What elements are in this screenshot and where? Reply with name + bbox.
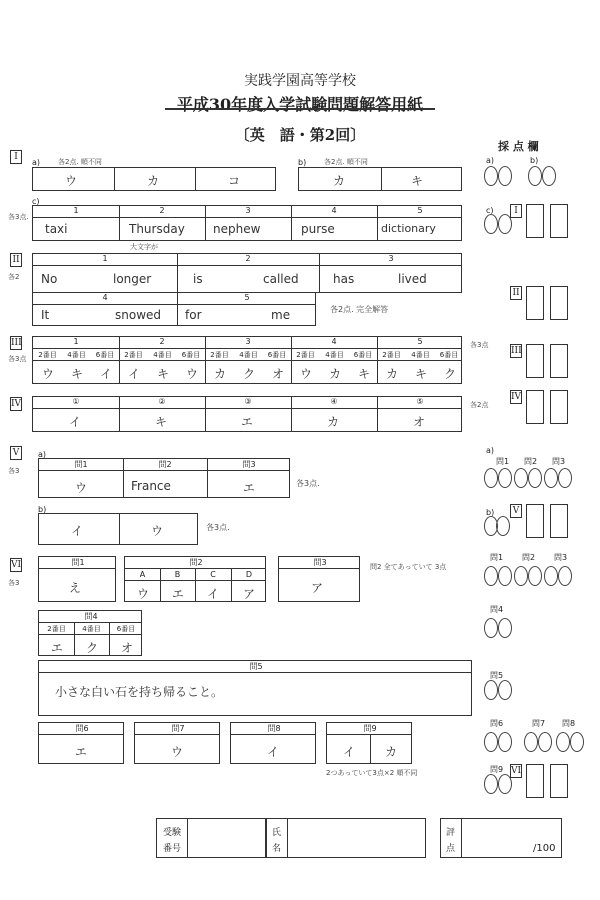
score-v-b-label: b) xyxy=(486,508,495,517)
s3-sub-2-2: 4番目 xyxy=(153,351,172,359)
s2-num-1: 1 xyxy=(102,254,108,263)
s3-answer-15: ク xyxy=(444,367,457,381)
s5-a-note: 各3点. xyxy=(296,479,320,488)
s3-sub-2-1: 2番目 xyxy=(124,351,143,359)
score-vi-head-7: 問7 xyxy=(532,719,546,728)
score-box-4a[interactable] xyxy=(526,390,544,424)
score-label-1: 評 xyxy=(446,828,456,838)
s2-num-3: 3 xyxy=(388,254,394,263)
s5-b-answer-1: イ xyxy=(71,524,84,538)
s6-q4-sub-2: 4番目 xyxy=(82,625,101,633)
score-roman-4: IV xyxy=(511,392,522,402)
s3-answer-10: ウ xyxy=(300,367,313,381)
score-roman-1: I xyxy=(510,204,522,218)
score-a-label: a) xyxy=(486,156,495,165)
s3-num-3: 3 xyxy=(245,337,251,346)
s4-num-2: ② xyxy=(158,397,166,406)
s3-answer-13: カ xyxy=(386,367,399,381)
s5-a-label: a) xyxy=(38,450,47,459)
s2-answer-2: longer xyxy=(113,272,152,286)
s3-answer-11: カ xyxy=(329,367,342,381)
s6-q9-head: 問9 xyxy=(363,724,377,733)
score-vi-head-2: 問2 xyxy=(522,553,536,562)
section-4-number: IV xyxy=(11,399,22,409)
s3-side-note: 各3点 xyxy=(470,341,489,349)
score-box-2a[interactable] xyxy=(526,286,544,320)
score-roman-6: VI xyxy=(511,766,522,776)
total-score-box[interactable] xyxy=(440,818,562,858)
s1-c-answer-1: taxi xyxy=(45,222,68,236)
s6-q2-sub-b: B xyxy=(174,570,181,579)
s6-q9-note: 2つあっていて3点×2 順不同 xyxy=(326,769,418,777)
section-3-number: III xyxy=(11,338,22,348)
s1-b-label: b) xyxy=(298,158,307,167)
s3-answer-9: オ xyxy=(272,367,285,381)
school-name: 実践学園高等学校 xyxy=(244,73,356,89)
s6-q2-answer-c: イ xyxy=(207,587,220,601)
s3-answer-14: キ xyxy=(415,367,428,381)
s3-sub-1-3: 6番目 xyxy=(95,351,115,359)
score-v-head-3: 問3 xyxy=(552,457,566,466)
s3-sub-5-3: 6番目 xyxy=(439,351,459,359)
s1-c-num-2: 2 xyxy=(159,206,165,215)
total-points: /100 xyxy=(533,843,556,854)
s3-answer-4: イ xyxy=(128,367,141,381)
s3-sub-4-1: 2番目 xyxy=(296,351,315,359)
s4-answer-1: イ xyxy=(69,415,82,429)
s5-a-answer-3: エ xyxy=(243,481,256,495)
s5-a-answer-1: ウ xyxy=(75,481,88,495)
score-v-a-label: a) xyxy=(486,446,495,455)
s3-answer-5: キ xyxy=(157,367,170,381)
s6-q8-box xyxy=(230,722,316,764)
s6-q5-answer: 小さな白い石を持ち帰ること。 xyxy=(55,685,224,699)
s1-a-answer-3: コ xyxy=(228,174,241,188)
s1-c-num-4: 4 xyxy=(331,206,337,215)
s3-answer-8: ク xyxy=(243,367,256,381)
score-box-6b[interactable] xyxy=(550,764,568,798)
s6-q7-box xyxy=(134,722,220,764)
score-box-3a[interactable] xyxy=(526,344,544,378)
section-5-number: V xyxy=(10,446,22,460)
s6-q7-head: 問7 xyxy=(171,724,185,733)
s1-c-answer-box xyxy=(32,205,462,241)
score-box-1a[interactable] xyxy=(526,204,544,238)
score-box-6a[interactable] xyxy=(526,764,544,798)
s3-note: 各3点 xyxy=(8,355,27,363)
score-v-head-2: 問2 xyxy=(524,457,538,466)
s6-q7-answer: ウ xyxy=(171,745,184,759)
s6-q2-box xyxy=(124,556,266,602)
s1-c-answer-4: purse xyxy=(301,222,335,236)
s1-a-answer-box xyxy=(32,167,276,191)
s6-q2-answer-d: ア xyxy=(243,587,256,601)
s4-num-1: ① xyxy=(72,397,80,406)
s6-q9-answer-2: カ xyxy=(385,745,398,759)
name-label-1: 氏 xyxy=(272,828,282,838)
s6-q4-sub-3: 6番目 xyxy=(116,625,136,633)
s3-num-4: 4 xyxy=(331,337,337,346)
s6-q3-answer: ア xyxy=(311,581,324,595)
s6-q5-head: 問5 xyxy=(249,662,263,671)
s6-q4-answer-3: オ xyxy=(121,641,134,655)
s6-q5-box xyxy=(38,660,472,716)
s2-answer-6: lived xyxy=(398,272,427,286)
s6-q2-answer-a: ウ xyxy=(137,587,150,601)
s3-sub-3-1: 2番目 xyxy=(210,351,229,359)
s1-c-num-1: 1 xyxy=(73,206,79,215)
s2-answer-4: called xyxy=(263,272,299,286)
s3-answer-1: ウ xyxy=(42,367,55,381)
s6-q1-box xyxy=(38,556,116,602)
s1-c-answer-2: Thursday xyxy=(129,222,185,236)
score-vi-head-6: 問6 xyxy=(490,719,504,728)
score-box-3b[interactable] xyxy=(550,344,568,378)
s4-answer-2: キ xyxy=(155,415,168,429)
s4-answer-5: オ xyxy=(413,415,426,429)
s5-a-head-3: 問3 xyxy=(242,460,256,469)
s6-q1-answer: え xyxy=(69,581,82,595)
s4-side-note: 各2点 xyxy=(470,401,489,409)
s6-q9-box xyxy=(326,722,412,764)
s6-q4-head: 問4 xyxy=(84,612,98,621)
s2-row-2-box xyxy=(32,292,316,326)
s6-q4-answer-1: エ xyxy=(51,641,64,655)
s3-answer-6: ウ xyxy=(186,367,199,381)
s3-sub-5-1: 2番目 xyxy=(382,351,401,359)
score-vi-head-4: 問4 xyxy=(490,605,504,614)
s1-b-answer-1: カ xyxy=(333,174,346,188)
s4-num-5: ⑤ xyxy=(416,397,424,406)
s3-answer-2: キ xyxy=(71,367,84,381)
s6-q8-head: 問8 xyxy=(267,724,281,733)
s1-b-answer-2: キ xyxy=(411,174,424,188)
s4-answer-3: エ xyxy=(241,415,254,429)
s5-note: 各3 xyxy=(8,467,20,475)
s6-q2-head: 問2 xyxy=(189,558,203,567)
section-1-number: I xyxy=(10,150,22,164)
s4-num-4: ④ xyxy=(330,397,338,406)
score-label-2: 点 xyxy=(446,844,456,854)
s6-q2-answer-b: エ xyxy=(172,587,185,601)
score-vi-head-5: 問5 xyxy=(490,671,504,680)
s1-c-num-5: 5 xyxy=(417,206,423,215)
s1-c-note: 各3点. xyxy=(8,213,29,221)
s6-note: 各3 xyxy=(8,579,20,587)
score-roman-2: II xyxy=(510,286,522,300)
score-c-label: c) xyxy=(486,206,494,215)
s6-q8-answer: イ xyxy=(267,745,280,759)
s6-q6-head: 問6 xyxy=(75,724,89,733)
score-column-title: 採 点 欄 xyxy=(498,140,539,153)
s2-num-2: 2 xyxy=(245,254,251,263)
s2-answer-1: No xyxy=(41,272,58,286)
score-roman-3: III xyxy=(511,346,522,356)
s5-b-answer-box xyxy=(38,513,198,545)
s3-num-2: 2 xyxy=(159,337,165,346)
s4-answer-4: カ xyxy=(327,415,340,429)
s3-sub-1-2: 4番目 xyxy=(67,351,86,359)
s5-b-answer-2: ウ xyxy=(151,524,164,538)
s1-c-answer-5: dictionary xyxy=(381,222,436,235)
score-vi-head-3: 問3 xyxy=(554,553,568,562)
s6-q9-answer-1: イ xyxy=(343,745,356,759)
s5-a-head-2: 問2 xyxy=(158,460,172,469)
s1-c-label: c) xyxy=(32,197,40,206)
s6-q3-box xyxy=(278,556,360,602)
score-box-5b[interactable] xyxy=(550,504,568,538)
s2-answer-9: for xyxy=(185,308,202,322)
s2-answer-7: It xyxy=(41,308,50,322)
s3-answer-3: イ xyxy=(100,367,113,381)
s3-num-1: 1 xyxy=(73,337,79,346)
score-box-2b[interactable] xyxy=(550,286,568,320)
s3-sub-5-2: 4番目 xyxy=(411,351,430,359)
s6-q6-answer: エ xyxy=(75,745,88,759)
score-box-1b[interactable] xyxy=(550,204,568,238)
document-title: 平成30年度入学試験問題解答用紙 xyxy=(176,95,424,114)
s2-num-4: 4 xyxy=(102,293,108,302)
s2-num-5: 5 xyxy=(244,293,250,302)
score-box-5a[interactable] xyxy=(526,504,544,538)
s3-sub-4-3: 6番目 xyxy=(353,351,373,359)
s1-b-answer-box xyxy=(298,167,462,191)
s6-q4-sub-1: 2番目 xyxy=(47,625,66,633)
s2-note: 各2 xyxy=(8,273,20,281)
exam-number-label-1: 受験 xyxy=(163,828,182,838)
s5-b-label: b) xyxy=(38,505,47,514)
s1-a-note: 各2点. 順不同 xyxy=(58,158,102,166)
s2-answer-10: me xyxy=(271,308,291,322)
s3-answer-7: カ xyxy=(214,367,227,381)
s3-sub-1-1: 2番目 xyxy=(38,351,57,359)
s3-sub-2-3: 6番目 xyxy=(181,351,201,359)
s2-row-1-box xyxy=(32,253,462,293)
s2-side-note: 各2点. 完全解答 xyxy=(330,305,389,314)
s3-sub-4-2: 4番目 xyxy=(325,351,344,359)
s3-sub-3-2: 4番目 xyxy=(239,351,258,359)
score-roman-5: V xyxy=(510,504,522,518)
section-2-number: II xyxy=(10,253,22,267)
score-vi-head-1: 問1 xyxy=(490,553,504,562)
exam-number-box[interactable] xyxy=(156,818,266,858)
score-vi-head-9: 問9 xyxy=(490,765,504,774)
score-v-head-1: 問1 xyxy=(496,457,510,466)
name-label-2: 名 xyxy=(272,844,282,854)
s1-c-num-3: 3 xyxy=(245,206,251,215)
s3-sub-3-3: 6番目 xyxy=(267,351,287,359)
s4-num-3: ③ xyxy=(244,397,252,406)
s6-q4-box xyxy=(38,610,142,656)
s4-answer-box xyxy=(32,396,462,432)
s6-q1-head: 問1 xyxy=(71,558,85,567)
subject-label: 〔英 語・第2回〕 xyxy=(234,126,366,144)
exam-number-label-2: 番号 xyxy=(163,844,182,854)
s6-q2-sub-d: D xyxy=(245,570,253,579)
s5-a-answer-box xyxy=(38,458,290,498)
score-vi-head-8: 問8 xyxy=(562,719,576,728)
s2-answer-3: is xyxy=(193,272,203,286)
s6-q6-box xyxy=(38,722,124,764)
s1-a-answer-1: ウ xyxy=(65,174,78,188)
name-box[interactable] xyxy=(266,818,426,858)
s5-a-answer-2: France xyxy=(131,479,171,493)
s3-answer-box xyxy=(32,336,462,384)
s1-c-answer-3: nephew xyxy=(213,222,261,236)
s1-a-label: a) xyxy=(32,158,41,167)
s6-q2-sub-a: A xyxy=(139,570,146,579)
s2-answer-5: has xyxy=(333,272,355,286)
s2-answer-8: snowed xyxy=(115,308,162,322)
s1-b-note: 各2点. 順不同 xyxy=(324,158,368,166)
s6-q4-answer-2: ク xyxy=(86,641,99,655)
s6-q2-note: 問2 全てあっていて 3点 xyxy=(370,563,447,571)
s1-c-sub-note: 大文字が xyxy=(130,243,158,251)
s5-b-note: 各3点. xyxy=(206,523,230,532)
s3-num-5: 5 xyxy=(417,337,423,346)
s6-q2-sub-c: C xyxy=(210,570,216,579)
s1-a-answer-2: カ xyxy=(147,174,160,188)
score-b-label: b) xyxy=(530,156,539,165)
score-box-4b[interactable] xyxy=(550,390,568,424)
s6-q3-head: 問3 xyxy=(313,558,327,567)
s3-answer-12: キ xyxy=(358,367,371,381)
s5-a-head-1: 問1 xyxy=(74,460,88,469)
section-6-number: VI xyxy=(11,560,22,570)
